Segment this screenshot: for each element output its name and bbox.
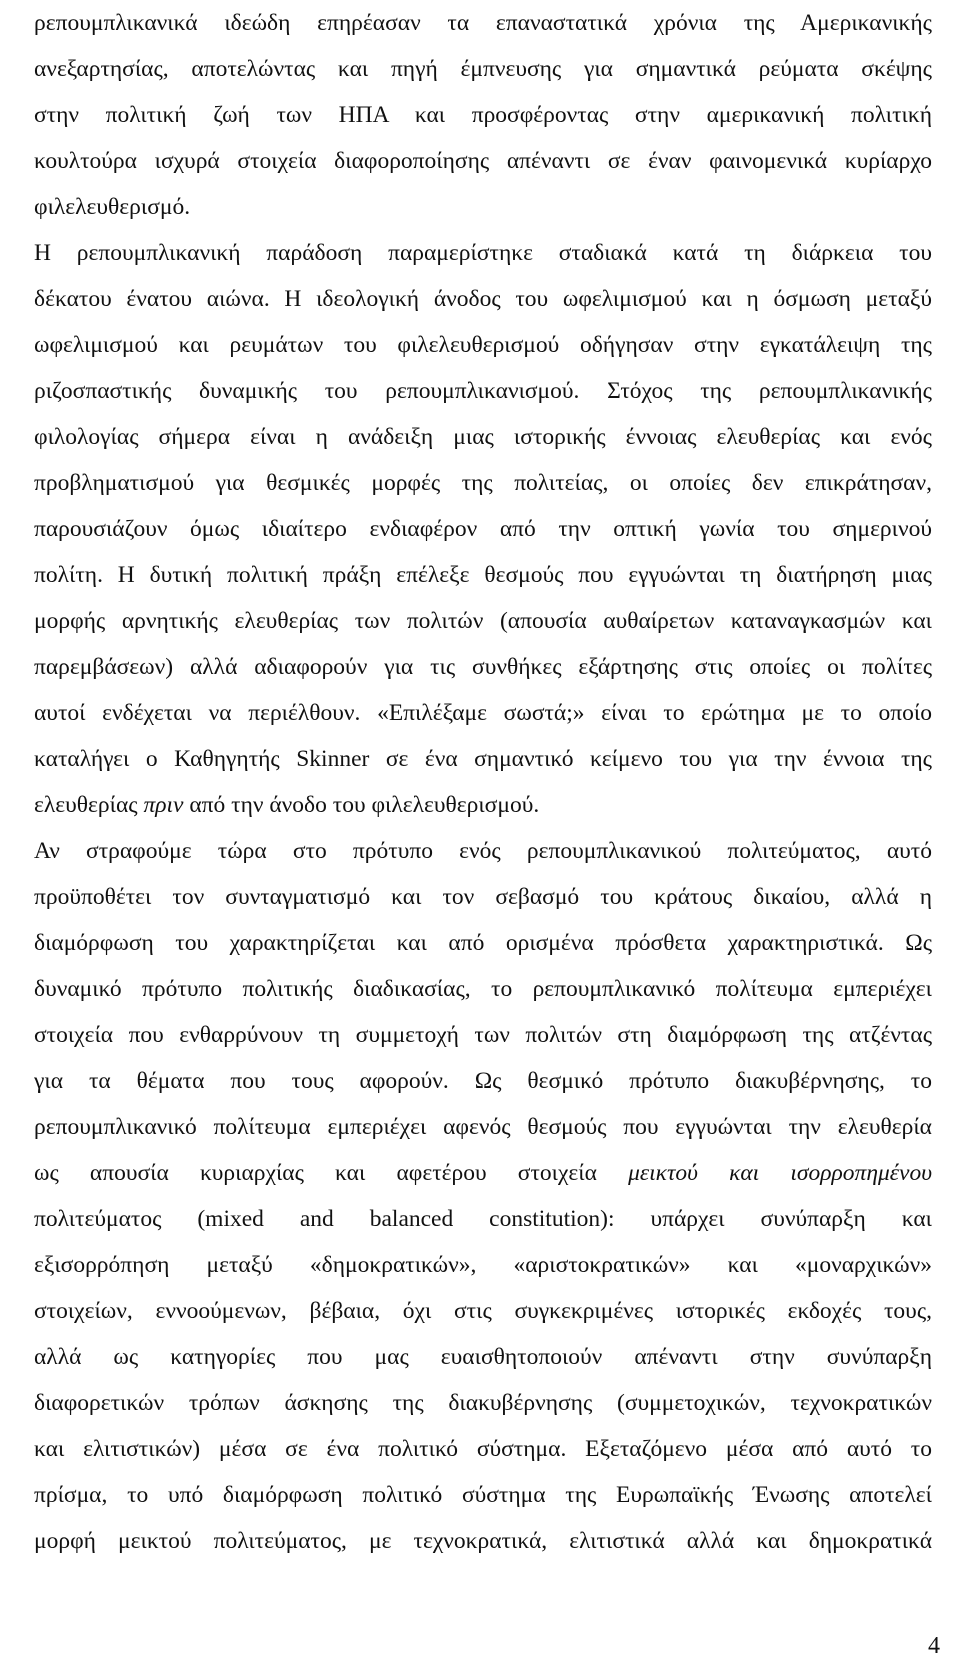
text-line: μορφής αρνητικής ελευθερίας των πολιτών (απουσία αυθαίρετων καταναγκασμών και [34, 608, 932, 634]
text-line: εξισορρόπηση μεταξύ «δημοκρατικών», «αριστοκρατικών» και «μοναρχικών» [34, 1252, 932, 1278]
text-line: Η ρεπουμπλικανική παράδοση παραμερίστηκε σταδιακά κατά τη διάρκεια του [34, 240, 932, 266]
text-segment: από την άνοδο του φιλελευθερισμού. [183, 792, 540, 818]
text-line: ρεπουμπλικανικά ιδεώδη επηρέασαν τα επαναστατικά χρόνια της Αμερικανικής [34, 10, 932, 36]
text-line: διαφορετικών τρόπων άσκησης της διακυβέρνησης (συμμετοχικών, τεχνοκρατικών [34, 1390, 932, 1416]
text-line: ριζοσπαστικής δυναμικής του ρεπουμπλικανισμού. Στόχος της ρεπουμπλικανικής [34, 378, 932, 404]
text-line: προϋποθέτει τον συνταγματισμό και τον σεβασμό του κράτους δικαίου, αλλά η [34, 884, 932, 910]
text-line: καταλήγει ο Καθηγητής Skinner σε ένα σημαντικό κείμενο του για την έννοια της [34, 746, 932, 772]
italic-text: πριν [143, 792, 184, 818]
italic-text: μεικτού και ισορροπημένου [628, 1160, 932, 1186]
text-line: και ελιτιστικών) μέσα σε ένα πολιτικό σύστημα. Εξεταζόμενο μέσα από αυτό το [34, 1436, 932, 1462]
text-line: διαμόρφωση του χαρακτηρίζεται και από ορισμένα πρόσθετα χαρακτηριστικά. Ως [34, 930, 932, 956]
text-line: παρουσιάζουν όμως ιδιαίτερο ενδιαφέρον από την οπτική γωνία του σημερινού [34, 516, 932, 542]
text-line: φιλολογίας σήμερα είναι η ανάδειξη μιας ιστορικής έννοιας ελευθερίας και ενός [34, 424, 932, 450]
text-line: ρεπουμπλικανικό πολίτευμα εμπεριέχει αφενός θεσμούς που εγγυώνται την ελευθερία [34, 1114, 932, 1140]
text-line: στην πολιτική ζωή των ΗΠΑ και προσφέροντας στην αμερικανική πολιτική [34, 102, 932, 128]
text-line: αυτοί ενδέχεται να περιέλθουν. «Επιλέξαμε σωστά;» είναι το ερώτημα με το οποίο [34, 700, 932, 726]
text-line: ανεξαρτησίας, αποτελώντας και πηγή έμπνευσης για σημαντικά ρεύματα σκέψης [34, 56, 932, 82]
text-line: ωφελιμισμού και ρευμάτων του φιλελευθερισμού οδήγησαν στην εγκατάλειψη της [34, 332, 932, 358]
text-line: στοιχεία που ενθαρρύνουν τη συμμετοχή των πολιτών στη διαμόρφωση της ατζέντας [34, 1022, 932, 1048]
text-line: Αν στραφούμε τώρα στο πρότυπο ενός ρεπουμπλικανικού πολιτεύματος, αυτό [34, 838, 932, 864]
text-segment: ελευθερίας [34, 792, 144, 818]
text-line-with-italic [34, 1150, 932, 1196]
text-line: στοιχείων, εννοούμενων, βέβαια, όχι στις συγκεκριμένες ιστορικές εκδοχές τους, [34, 1298, 932, 1324]
text-line: αλλά ως κατηγορίες που μας ευαισθητοποιούν απέναντι στην συνύπαρξη [34, 1344, 932, 1370]
text-line: για τα θέματα που τους αφορούν. Ως θεσμικό πρότυπο διακυβέρνησης, το [34, 1068, 932, 1094]
text-line: προβληματισμού για θεσμικές μορφές της πολιτείας, οι οποίες δεν επικράτησαν, [34, 470, 932, 496]
page-number: 4 [928, 1633, 940, 1659]
document-page [34, 0, 932, 1564]
text-line: πολιτεύματος (mixed and balanced constitution): υπάρχει συνύπαρξη και [34, 1206, 932, 1232]
text-line: δυναμικό πρότυπο πολιτικής διαδικασίας, το ρεπουμπλικανικό πολίτευμα εμπεριέχει [34, 976, 932, 1002]
text-line: κουλτούρα ισχυρά στοιχεία διαφοροποίησης απέναντι σε έναν φαινομενικά κυρίαρχο [34, 148, 932, 174]
text-segment: ως απουσία κυριαρχίας και αφετέρου στοιχεία [34, 1160, 629, 1186]
text-line-with-italic [34, 782, 932, 828]
text-line: δέκατου ένατου αιώνα. Η ιδεολογική άνοδος του ωφελιμισμού και η όσμωση μεταξύ [34, 286, 932, 312]
text-line: μορφή μεικτού πολιτεύματος, με τεχνοκρατικά, ελιτιστικά αλλά και δημοκρατικά [34, 1528, 932, 1554]
text-line: πρίσμα, το υπό διαμόρφωση πολιτικό σύστημα της Ευρωπαϊκής Ένωσης αποτελεί [34, 1482, 932, 1508]
text-line: παρεμβάσεων) αλλά αδιαφορούν για τις συνθήκες εξάρτησης στις οποίες οι πολίτες [34, 654, 932, 680]
text-line: πολίτη. Η δυτική πολιτική πράξη επέλεξε θεσμούς που εγγυώνται τη διατήρηση μιας [34, 562, 932, 588]
text-line: φιλελευθερισμό. [34, 194, 191, 220]
